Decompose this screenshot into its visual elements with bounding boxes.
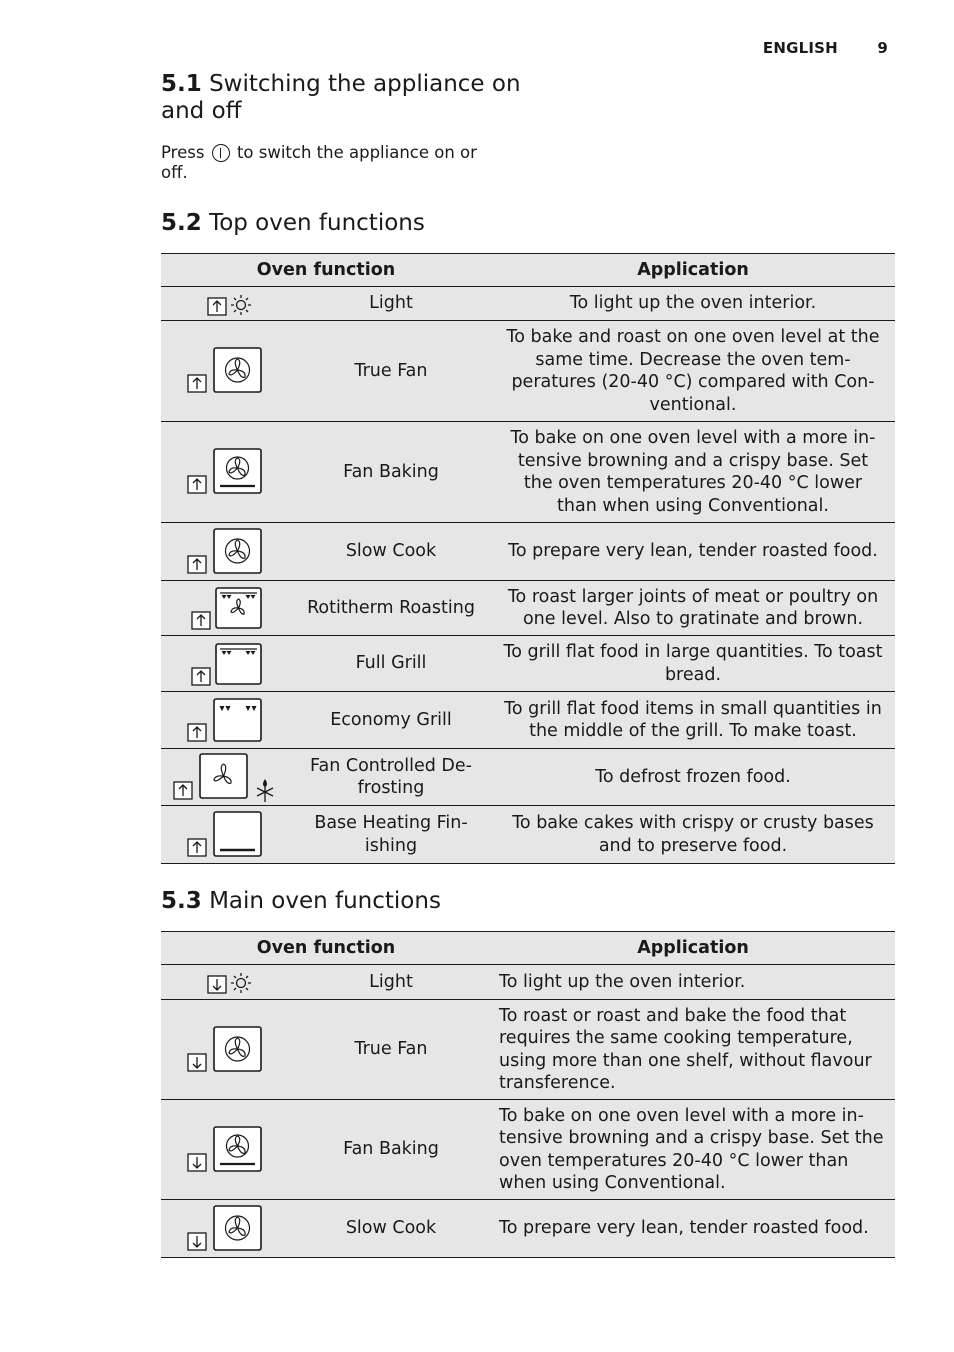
function-icon-cell [161, 422, 291, 523]
page-header [763, 39, 888, 57]
function-application: To prepare very lean, tender roasted food. [491, 1200, 895, 1258]
function-icon-cell [161, 806, 291, 864]
function-application: To bake on one oven level with a more in-tensive browning and a crispy base. Set the oven temperatures 20-40 °C lower than when using Conventional. [491, 422, 895, 523]
function-icon-cell [161, 692, 291, 749]
function-application: To grill flat food items in small quantities in the middle of the grill. To make toast. [491, 692, 895, 749]
table-row [161, 692, 895, 749]
knob-up-base-heat-icon [186, 811, 266, 859]
section-title-5-1 [161, 71, 531, 125]
knob-up-true-fan-icon [186, 347, 266, 395]
knob-up-slow-cook-icon [186, 528, 266, 576]
function-name: Economy Grill [291, 692, 491, 749]
knob-up-rotitherm-icon [186, 584, 266, 632]
function-icon-cell [161, 965, 291, 1000]
function-icon-cell [161, 1100, 291, 1200]
function-name: Fan Baking [291, 422, 491, 523]
function-icon-cell [161, 1200, 291, 1258]
top-oven-functions-table [161, 253, 895, 864]
function-name: Light [291, 287, 491, 321]
knob-up-light-icon [196, 290, 256, 318]
table-row [161, 965, 895, 1000]
instruction-text-before: Press [161, 143, 205, 162]
knob-up-defrost-icon [171, 752, 281, 802]
function-name: Rotitherm Roasting [291, 581, 491, 636]
table-header-row [161, 932, 895, 965]
section-title-text: Switching the appliance on and off [161, 71, 521, 124]
knob-up-full-grill-icon [186, 640, 266, 688]
function-name: Light [291, 965, 491, 1000]
table-row [161, 749, 895, 806]
function-application: To light up the oven interior. [491, 287, 895, 321]
function-icon-cell [161, 287, 291, 321]
column-header-application: Application [491, 932, 895, 965]
function-icon-cell [161, 523, 291, 581]
function-icon-cell [161, 636, 291, 692]
function-application: To light up the oven interior. [491, 965, 895, 1000]
function-name: True Fan [291, 1000, 491, 1100]
column-header-oven-function: Oven function [161, 254, 491, 287]
knob-down-light-icon [196, 968, 256, 996]
table-row [161, 636, 895, 692]
table-row [161, 806, 895, 864]
function-name: Fan Controlled De-frosting [291, 749, 491, 806]
page-number: 9 [877, 39, 888, 57]
section-title-5-2 [161, 210, 425, 237]
function-icon-cell [161, 321, 291, 422]
section-number: 5.2 [161, 210, 202, 236]
section-number: 5.3 [161, 888, 202, 914]
function-application: To bake cakes with crispy or crusty bases and to preserve food. [491, 806, 895, 864]
function-name: Slow Cook [291, 523, 491, 581]
table-row [161, 1000, 895, 1100]
knob-up-fan-baking-icon [186, 448, 266, 496]
table-row [161, 1100, 895, 1200]
column-header-application: Application [491, 254, 895, 287]
function-name: Slow Cook [291, 1200, 491, 1258]
knob-down-true-fan-icon [186, 1026, 266, 1074]
function-name: True Fan [291, 321, 491, 422]
table-row [161, 1200, 895, 1258]
function-icon-cell [161, 749, 291, 806]
knob-up-economy-grill-icon [186, 696, 266, 744]
language-label: ENGLISH [762, 39, 838, 57]
function-name: Fan Baking [291, 1100, 491, 1200]
main-oven-functions-table [161, 931, 895, 1258]
function-application: To prepare very lean, tender roasted food. [491, 523, 895, 581]
table-row [161, 321, 895, 422]
table-row [161, 523, 895, 581]
switch-on-instructions [161, 143, 501, 183]
table-row [161, 422, 895, 523]
section-number: 5.1 [161, 71, 202, 97]
table-row [161, 287, 895, 321]
table-row [161, 581, 895, 636]
function-application: To roast larger joints of meat or poultry on one level. Also to gratinate and brown. [491, 581, 895, 636]
function-icon-cell [161, 1000, 291, 1100]
section-title-text: Main oven functions [209, 888, 441, 914]
function-name: Full Grill [291, 636, 491, 692]
knob-down-fan-baking-icon [186, 1126, 266, 1174]
section-title-5-3 [161, 888, 441, 915]
knob-down-slow-cook-icon [186, 1205, 266, 1253]
table-header-row [161, 254, 895, 287]
section-title-text: Top oven functions [209, 210, 425, 236]
column-header-oven-function: Oven function [161, 932, 491, 965]
function-application: To grill flat food in large quantities. To toast bread. [491, 636, 895, 692]
function-application: To roast or roast and bake the food that requires the same cooking temperature, using more than one shelf, without flavour transference. [491, 1000, 895, 1100]
power-button-icon [212, 144, 230, 162]
function-application: To bake and roast on one oven level at the same time. Decrease the oven tem-peratures (20-40 °C) compared with Con-ventional. [491, 321, 895, 422]
function-name: Base Heating Fin-ishing [291, 806, 491, 864]
function-icon-cell [161, 581, 291, 636]
instruction-text-after: to switch the appliance on or off. [161, 143, 477, 182]
function-application: To defrost frozen food. [491, 749, 895, 806]
function-application: To bake on one oven level with a more in-tensive browning and a crispy base. Set the oven temperatures 20-40 °C lower than when using Conventional. [491, 1100, 895, 1200]
